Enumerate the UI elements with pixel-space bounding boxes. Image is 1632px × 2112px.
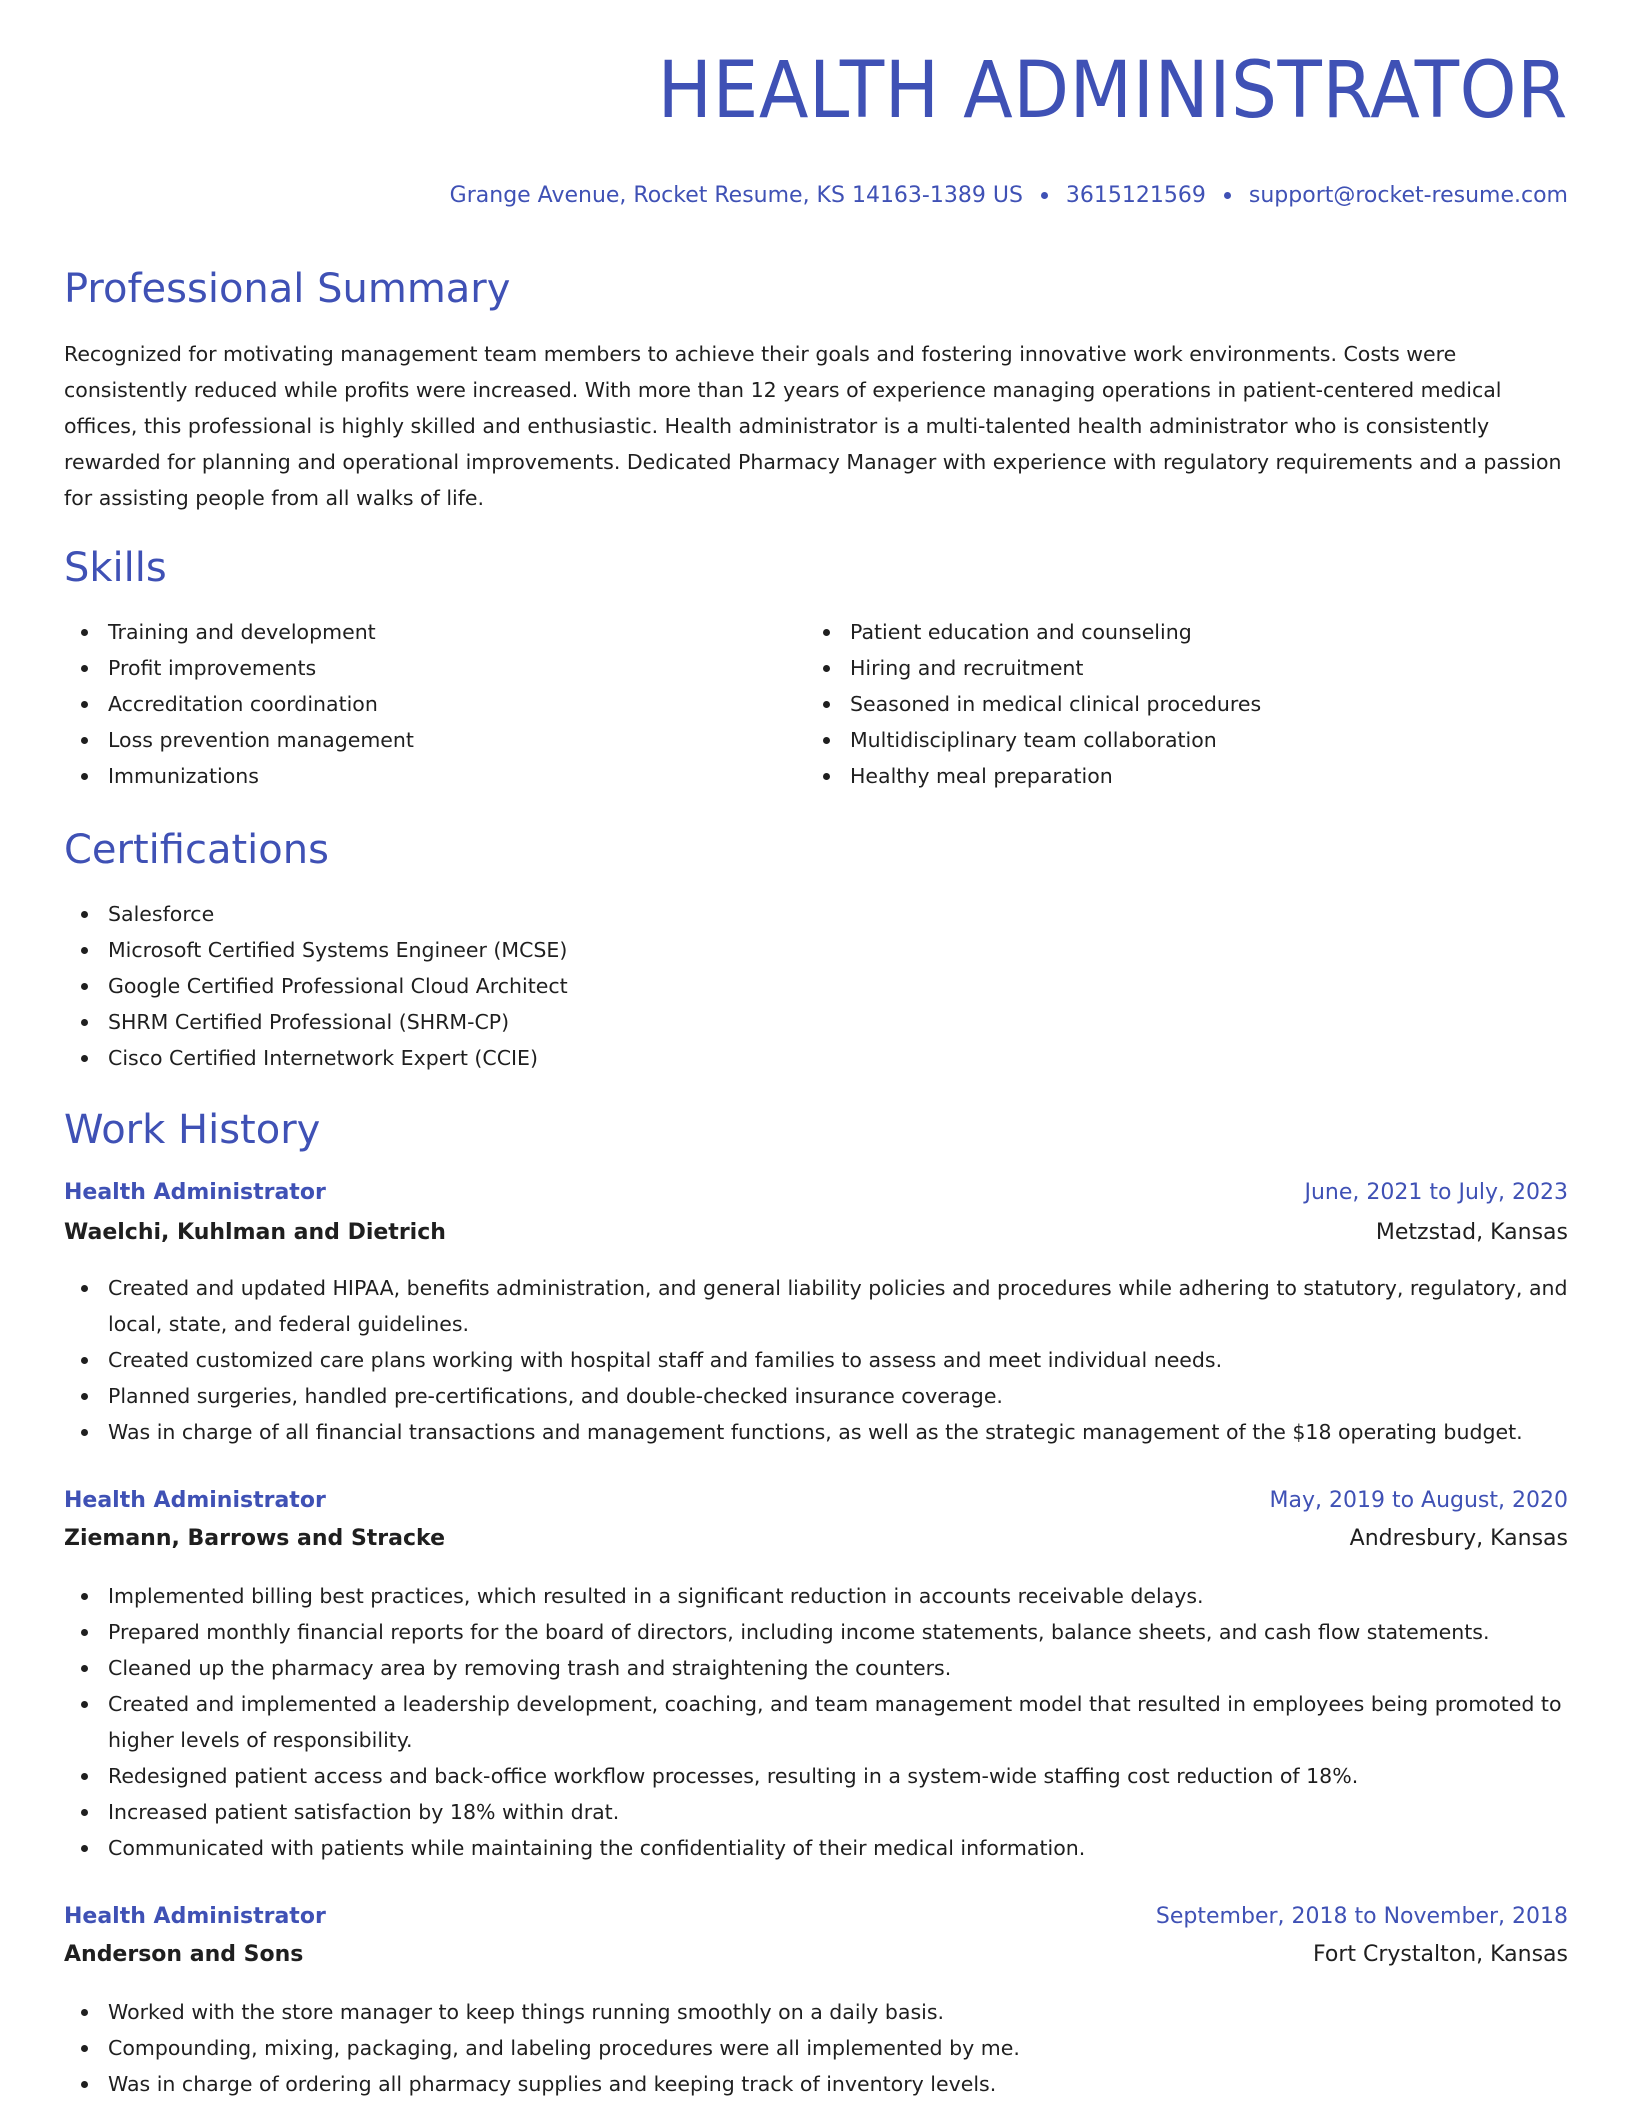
skill-item: Healthy meal preparation <box>806 758 1566 794</box>
contact-separator-dot <box>1224 192 1231 199</box>
job-duty: Cleaned up the pharmacy area by removing trash and straightening the counters. <box>64 1650 1568 1686</box>
job-location: Metzstad, Kansas <box>1375 1220 1568 1245</box>
job-duty: Created and updated HIPAA, benefits administration, and general liability policies and procedures while adhering to statutory, regulatory, and local, state, and federal guidelines. <box>64 1270 1568 1342</box>
contact-line <box>450 183 1568 208</box>
job-header <box>64 1488 1568 1513</box>
job-company: Waelchi, Kuhlman and Dietrich <box>64 1220 446 1245</box>
skill-item: Seasoned in medical clinical procedures <box>806 686 1566 722</box>
job-subheader <box>64 1526 1568 1551</box>
job-duty: Implemented billing best practices, which resulted in a significant reduction in accounts receivable delays. <box>64 1578 1568 1614</box>
job-subheader <box>64 1942 1568 1967</box>
skills-list-left <box>64 614 804 794</box>
certification-item: Microsoft Certified Systems Engineer (MCSE) <box>64 932 1568 968</box>
job-duty: Increased patient satisfaction by 18% within drat. <box>64 1794 1568 1830</box>
contact-phone: 3615121569 <box>1065 183 1206 208</box>
resume-name: HEALTH ADMINISTRATOR <box>657 46 1568 136</box>
certifications-heading: Certifications <box>64 827 329 873</box>
job-duties-list <box>64 1578 1568 1866</box>
job-duties-list <box>64 1270 1568 1450</box>
job-title: Health Administrator <box>64 1180 326 1205</box>
job-duty: Redesigned patient access and back-office workflow processes, resulting in a system-wide staffing cost reduction of 18%. <box>64 1758 1568 1794</box>
job-duty: Was in charge of all financial transactions and management functions, as well as the strategic management of the $18 operating budget. <box>64 1414 1568 1450</box>
skill-item: Training and development <box>64 614 804 650</box>
certifications-list <box>64 896 1568 1076</box>
skills-list-right <box>806 614 1566 794</box>
job-duties-list <box>64 1994 1568 2102</box>
job-title: Health Administrator <box>64 1904 326 1929</box>
summary-text: Recognized for motivating management team members to achieve their goals and fostering innovative work environments. Costs were consistently reduced while profits were increased. With more than 12 years of experience managing operations in patient-centered medical offices, this professional is highly skilled and enthusiastic. Health administrator is a multi-talented health administrator who is consistently rewarded for planning and operational improvements. Dedicated Pharmacy Manager with experience with regulatory requirements and a passion for assisting people from all walks of life. <box>64 342 1562 510</box>
job-duty: Prepared monthly financial reports for the board of directors, including income statements, balance sheets, and cash flow statements. <box>64 1614 1568 1650</box>
skill-item: Hiring and recruitment <box>806 650 1566 686</box>
job-title: Health Administrator <box>64 1488 326 1513</box>
skill-item: Immunizations <box>64 758 804 794</box>
skill-item: Multidisciplinary team collaboration <box>806 722 1566 758</box>
skill-item: Loss prevention management <box>64 722 804 758</box>
contact-separator-dot <box>1041 192 1048 199</box>
job-dates: May, 2019 to August, 2020 <box>1269 1488 1568 1513</box>
job-duty: Compounding, mixing, packaging, and labeling procedures were all implemented by me. <box>64 2030 1568 2066</box>
job-header <box>64 1904 1568 1929</box>
skills-heading: Skills <box>64 545 167 591</box>
job-duty: Worked with the store manager to keep things running smoothly on a daily basis. <box>64 1994 1568 2030</box>
work-history-heading: Work History <box>64 1107 321 1153</box>
job-dates: September, 2018 to November, 2018 <box>1155 1904 1568 1929</box>
job-duty: Was in charge of ordering all pharmacy supplies and keeping track of inventory levels. <box>64 2066 1568 2102</box>
skill-item: Patient education and counseling <box>806 614 1566 650</box>
job-dates: June, 2021 to July, 2023 <box>1304 1180 1568 1205</box>
skill-item: Accreditation coordination <box>64 686 804 722</box>
certification-item: Google Certified Professional Cloud Architect <box>64 968 1568 1004</box>
job-duty: Created and implemented a leadership development, coaching, and team management model that resulted in employees being promoted to higher levels of responsibility. <box>64 1686 1568 1758</box>
contact-address: Grange Avenue, Rocket Resume, KS 14163-1389 US <box>449 183 1023 208</box>
certification-item: SHRM Certified Professional (SHRM-CP) <box>64 1004 1568 1040</box>
job-duty: Communicated with patients while maintaining the confidentiality of their medical information. <box>64 1830 1568 1866</box>
contact-email: support@rocket-resume.com <box>1248 183 1568 208</box>
job-company: Anderson and Sons <box>64 1942 304 1967</box>
job-company: Ziemann, Barrows and Stracke <box>64 1526 446 1551</box>
summary-heading: Professional Summary <box>64 266 511 312</box>
job-location: Fort Crystalton, Kansas <box>1313 1942 1568 1967</box>
job-location: Andresbury, Kansas <box>1349 1526 1568 1551</box>
skill-item: Profit improvements <box>64 650 804 686</box>
job-header <box>64 1180 1568 1205</box>
certification-item: Cisco Certified Internetwork Expert (CCIE) <box>64 1040 1568 1076</box>
job-duty: Created customized care plans working with hospital staff and families to assess and meet individual needs. <box>64 1342 1568 1378</box>
job-duty: Planned surgeries, handled pre-certifications, and double-checked insurance coverage. <box>64 1378 1568 1414</box>
certification-item: Salesforce <box>64 896 1568 932</box>
job-subheader <box>64 1220 1568 1245</box>
